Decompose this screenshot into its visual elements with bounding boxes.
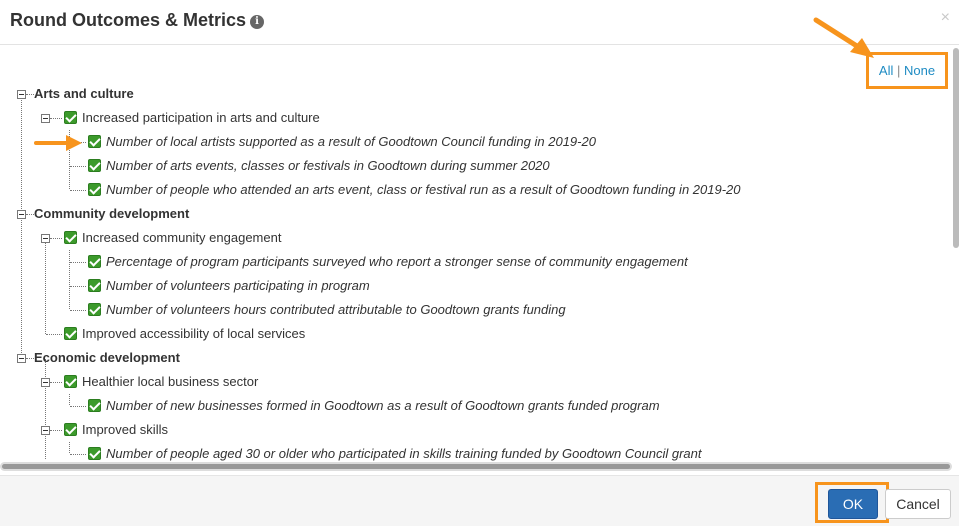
tree-outcome-label: Increased community engagement [82, 230, 282, 245]
ok-button[interactable]: OK [828, 489, 878, 519]
tree-outcome-label: Improved accessibility of local services [82, 326, 306, 341]
tree-metric[interactable] [88, 276, 370, 296]
checkbox-checked[interactable] [64, 375, 77, 388]
tree-metric-label: Percentage of program participants surveyed who report a stronger sense of community engagement [106, 254, 688, 269]
close-icon[interactable]: × [940, 9, 950, 26]
checkbox-checked[interactable] [88, 279, 101, 292]
tree-connector [26, 94, 34, 95]
tree-metric-label: Number of arts events, classes or festivals in Goodtown during summer 2020 [106, 158, 550, 173]
annotation-arrow-icon [34, 134, 84, 152]
checkbox-checked[interactable] [64, 231, 77, 244]
tree-category[interactable] [34, 348, 180, 368]
tree-outcome-label: Improved skills [82, 422, 168, 437]
horizontal-scrollbar-thumb[interactable] [2, 464, 950, 469]
tree-category[interactable] [34, 204, 189, 224]
tree-category-label: Arts and culture [34, 86, 134, 101]
checkbox-checked[interactable] [88, 447, 101, 460]
tree-connector [26, 214, 34, 215]
tree-outcome-label: Increased participation in arts and culture [82, 110, 320, 125]
tree-metric[interactable] [88, 132, 596, 152]
tree-connector [70, 406, 86, 407]
collapse-toggle-icon[interactable] [17, 210, 26, 219]
checkbox-checked[interactable] [88, 183, 101, 196]
collapse-toggle-icon[interactable] [17, 90, 26, 99]
tree-outcome[interactable] [64, 420, 168, 440]
collapse-toggle-icon[interactable] [41, 114, 50, 123]
collapse-toggle-icon[interactable] [17, 354, 26, 363]
tree-connector [50, 382, 62, 383]
tree-metric-label: Number of people who attended an arts event, class or festival run as a result of Goodtown funding in 2019-20 [106, 182, 741, 197]
cancel-button[interactable]: Cancel [885, 489, 951, 519]
select-none-link[interactable]: None [904, 63, 936, 78]
collapse-toggle-icon[interactable] [41, 426, 50, 435]
horizontal-scrollbar[interactable] [0, 462, 952, 471]
tree-connector [50, 430, 62, 431]
tree-outcome[interactable] [64, 228, 281, 248]
tree-metric-label: Number of new businesses formed in Goodtown as a result of Goodtown grants funded program [106, 398, 660, 413]
tree-outcome[interactable] [64, 372, 258, 392]
checkbox-checked[interactable] [64, 111, 77, 124]
checkbox-checked[interactable] [64, 327, 77, 340]
tree-metric[interactable] [88, 396, 660, 416]
tree-connector [50, 118, 62, 119]
tree-connector [70, 166, 86, 167]
tree-connector [70, 310, 86, 311]
select-all-link[interactable]: All [878, 63, 894, 78]
select-separator: | [896, 63, 901, 78]
tree-connector [70, 190, 86, 191]
info-icon[interactable]: i [250, 15, 264, 29]
tree-connector [70, 286, 86, 287]
dialog-title: Round Outcomes & Metrics [10, 10, 247, 30]
collapse-toggle-icon[interactable] [41, 378, 50, 387]
collapse-toggle-icon[interactable] [41, 234, 50, 243]
tree-connector [45, 359, 46, 459]
tree-outcome[interactable] [64, 324, 305, 344]
tree-metric[interactable] [88, 156, 550, 176]
tree-connector [69, 250, 70, 309]
tree-connector [26, 358, 34, 359]
tree-category-label: Community development [34, 206, 190, 221]
tree-metric[interactable] [88, 180, 741, 200]
checkbox-checked[interactable] [88, 159, 101, 172]
vertical-scrollbar[interactable] [953, 48, 959, 248]
tree-connector [45, 239, 46, 334]
tree-metric-label: Number of people aged 30 or older who participated in skills training funded by Goodtown Council grant [106, 446, 702, 461]
tree-metric[interactable] [88, 252, 688, 272]
tree-connector [50, 238, 62, 239]
checkbox-checked[interactable] [64, 423, 77, 436]
tree-metric-label: Number of local artists supported as a result of Goodtown Council funding in 2019-20 [106, 134, 596, 149]
checkbox-checked[interactable] [88, 135, 101, 148]
checkbox-checked[interactable] [88, 399, 101, 412]
tree-category[interactable] [34, 84, 134, 104]
annotation-arrow-icon [810, 14, 880, 64]
tree-category-label: Economic development [34, 350, 180, 365]
outcomes-tree [0, 80, 959, 462]
tree-connector [69, 442, 70, 453]
tree-metric[interactable] [88, 300, 566, 320]
tree-metric-label: Number of volunteers participating in program [106, 278, 370, 293]
tree-connector [70, 454, 86, 455]
tree-metric-label: Number of volunteers hours contributed attributable to Goodtown grants funding [106, 302, 566, 317]
tree-metric[interactable] [88, 444, 701, 462]
tree-outcome-label: Healthier local business sector [82, 374, 259, 389]
tree-connector [70, 262, 86, 263]
tree-outcome[interactable] [64, 108, 320, 128]
tree-connector [69, 394, 70, 405]
tree-connector [46, 334, 62, 335]
tree-connector [21, 95, 22, 359]
checkbox-checked[interactable] [88, 255, 101, 268]
checkbox-checked[interactable] [88, 303, 101, 316]
